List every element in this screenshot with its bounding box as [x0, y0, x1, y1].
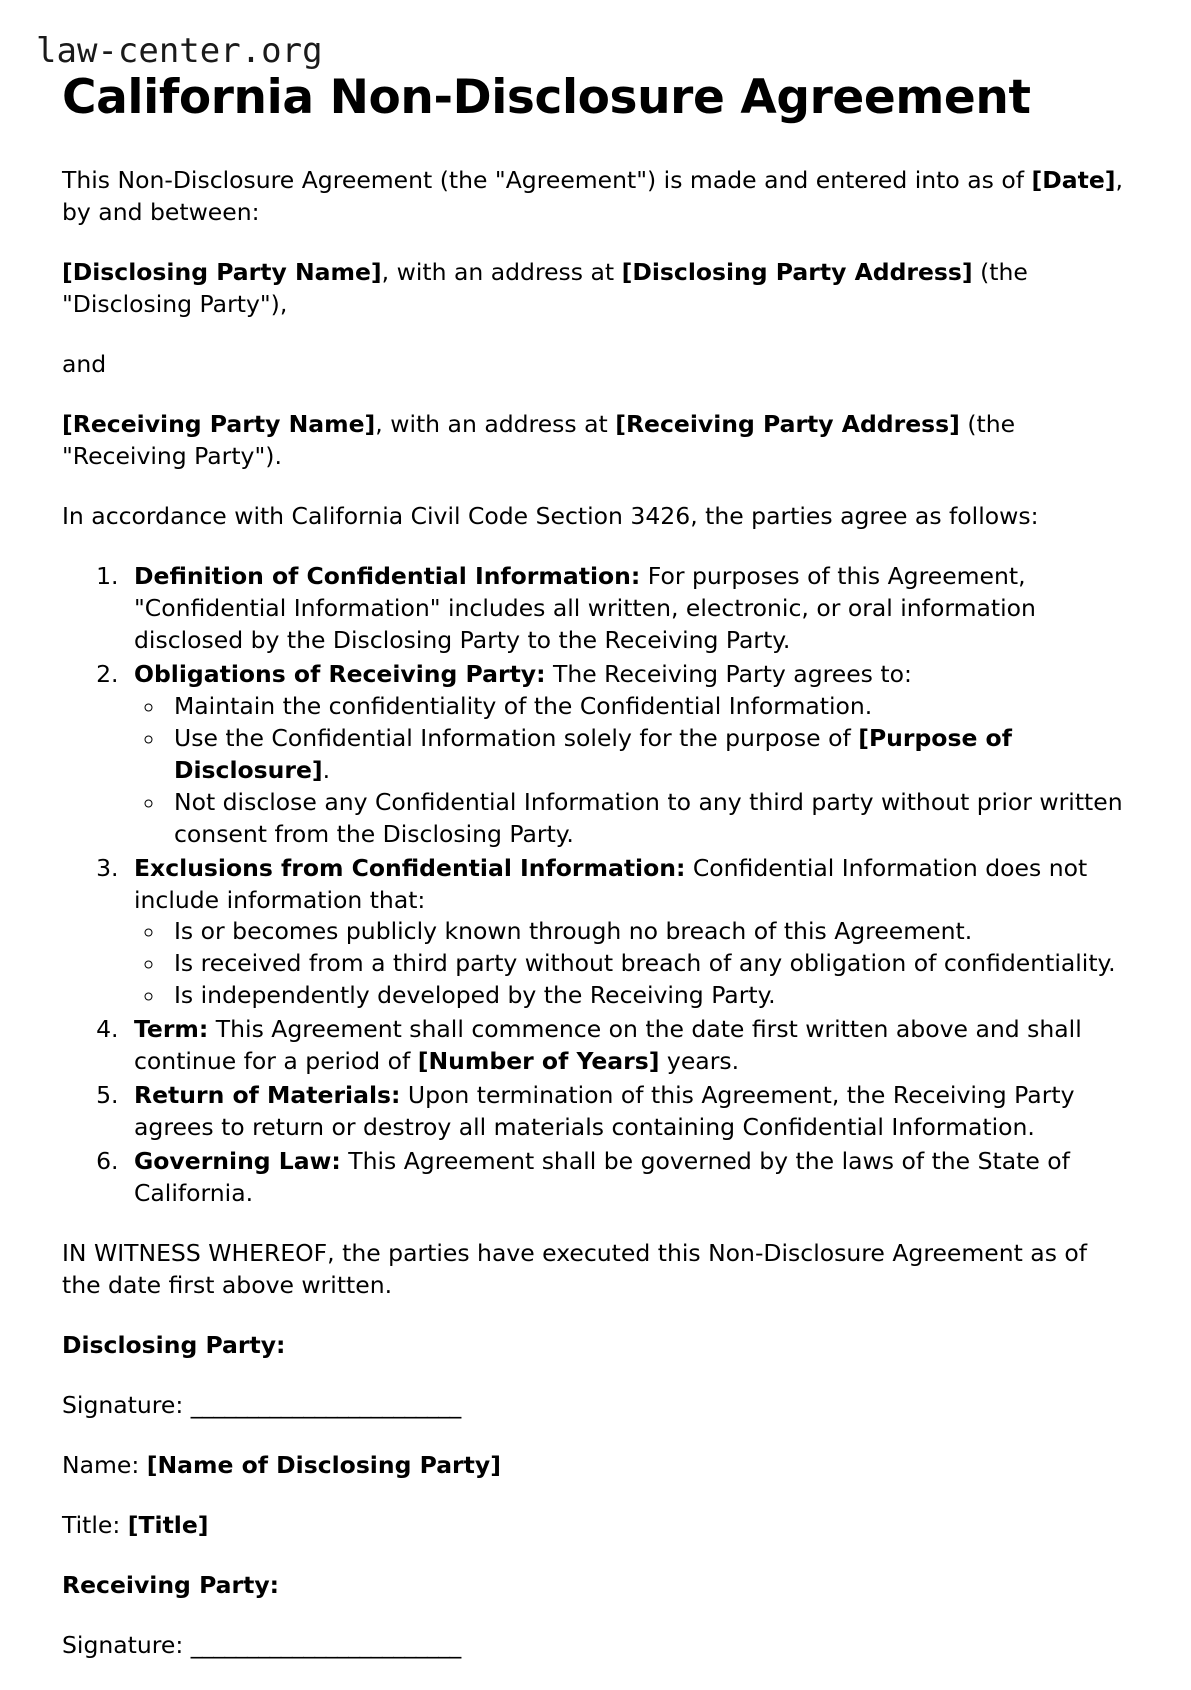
clause-2-sub-item-1: ◦ Maintain the confidentiality of the Confidential Information. [166, 691, 1125, 723]
clause-item-governing-law [126, 1146, 1125, 1210]
receiving-party-heading: Receiving Party: [62, 1570, 280, 1599]
disclosing-name-line [62, 1450, 1125, 1482]
receiving-p-text-a: , with an address at [375, 410, 616, 439]
clause-1-text: For purposes of this Agreement, "Confidential Information" includes all written, electronic, or oral information disclosed by the Disclosing Party to the Receiving Party. [134, 561, 1036, 654]
signature-label: Signature: [62, 1630, 191, 1659]
signature-rule[interactable]: ________________________ [190, 1390, 461, 1419]
disclosing-party-paragraph [62, 257, 1125, 321]
disclosing-p-text-b: (the "Disclosing Party"), [62, 258, 1028, 319]
clause-list [62, 561, 1125, 1210]
placeholder-name-of-disclosing-party: [Name of Disclosing Party] [146, 1450, 501, 1479]
clause-3-label: Exclusions from Confidential Information: [134, 853, 686, 882]
placeholder-purpose-of-disclosure: [Purpose of Disclosure] [174, 723, 1012, 784]
clause-3-sub-item-1: ◦ Is or becomes publicly known through no breach of this Agreement. [166, 916, 1125, 948]
clause-2-sub-item-3: ◦ Not disclose any Confidential Information to any third party without prior written consent from the Disclosing Party. [166, 787, 1125, 851]
clause-3-sub-item-2: ◦ Is received from a third party without breach of any obligation of confidentiality. [166, 948, 1125, 980]
clause-5-label: Return of Materials: [134, 1081, 401, 1110]
clause-item-obligations [126, 659, 1125, 851]
placeholder-disclosing-party-address: [Disclosing Party Address] [621, 258, 973, 287]
clause-3-text: Confidential Information does not include information that: [134, 853, 1088, 914]
placeholder-disclosing-party-name: [Disclosing Party Name] [62, 258, 382, 287]
placeholder-receiving-party-name: [Receiving Party Name] [62, 410, 376, 439]
civil-code-paragraph: In accordance with California Civil Code Section 3426, the parties agree as follows: [62, 502, 1039, 531]
site-brand: law-center.org [36, 31, 323, 71]
witness-paragraph: IN WITNESS WHEREOF, the parties have executed this Non-Disclosure Agreement as of the date first above written. [62, 1239, 1088, 1299]
page-title: California Non-Disclosure Agreement [62, 69, 1031, 125]
disclosing-title-line [62, 1510, 1125, 1542]
clause-item-term [126, 1014, 1125, 1078]
document-body [0, 165, 1191, 1661]
clause-2-sub-2-text-b: . [322, 755, 331, 784]
receiving-signature-line [62, 1630, 1125, 1662]
name-label: Name: [62, 1450, 147, 1479]
receiving-party-paragraph [62, 409, 1125, 473]
clause-6-text: This Agreement shall be governed by the laws of the State of California. [134, 1147, 1070, 1208]
clause-4-text-b: years. [659, 1047, 740, 1076]
clause-2-text: The Receiving Party agrees to: [545, 659, 912, 688]
clause-3-sub-item-3: ◦ Is independently developed by the Receiving Party. [166, 980, 1125, 1012]
clause-item-definition [126, 561, 1125, 657]
signature-rule[interactable]: ________________________ [190, 1630, 461, 1659]
receiving-p-text-b: (the "Receiving Party"). [62, 410, 1016, 471]
placeholder-number-of-years: [Number of Years] [417, 1047, 660, 1076]
placeholder-title: [Title] [127, 1510, 209, 1539]
clause-3-sublist [134, 916, 1125, 1012]
clause-4-text-a: This Agreement shall commence on the date first written above and shall continue for a period of [134, 1015, 1082, 1076]
clause-1-label: Definition of Confidential Information: [134, 561, 641, 590]
disclosing-signature-line [62, 1390, 1125, 1422]
clause-2-sub-item-2 [166, 723, 1125, 787]
clause-2-sub-2-text-a: Use the Confidential Information solely for the purpose of [174, 723, 859, 752]
placeholder-date: [Date] [1031, 166, 1116, 195]
disclosing-p-text-a: , with an address at [381, 258, 622, 287]
intro-p1-text-a: This Non-Disclosure Agreement (the "Agreement") is made and entered into as of [62, 166, 1032, 195]
intro-paragraph-1 [62, 165, 1125, 229]
conjunction-and: and [62, 350, 107, 379]
clause-5-text: Upon termination of this Agreement, the Receiving Party agrees to return or destroy all materials containing Confidential Information. [134, 1081, 1075, 1142]
clause-2-label: Obligations of Receiving Party: [134, 659, 546, 688]
clause-2-sublist [134, 691, 1125, 851]
clause-item-return-of-materials [126, 1080, 1125, 1144]
clause-4-label: Term: [134, 1015, 209, 1044]
placeholder-receiving-party-address: [Receiving Party Address] [615, 410, 960, 439]
title-label: Title: [62, 1510, 128, 1539]
clause-6-label: Governing Law: [134, 1147, 341, 1176]
intro-p1-text-b: , by and between: [62, 166, 1123, 227]
disclosing-party-heading: Disclosing Party: [62, 1330, 286, 1359]
clause-item-exclusions [126, 853, 1125, 1013]
signature-label: Signature: [62, 1390, 191, 1419]
